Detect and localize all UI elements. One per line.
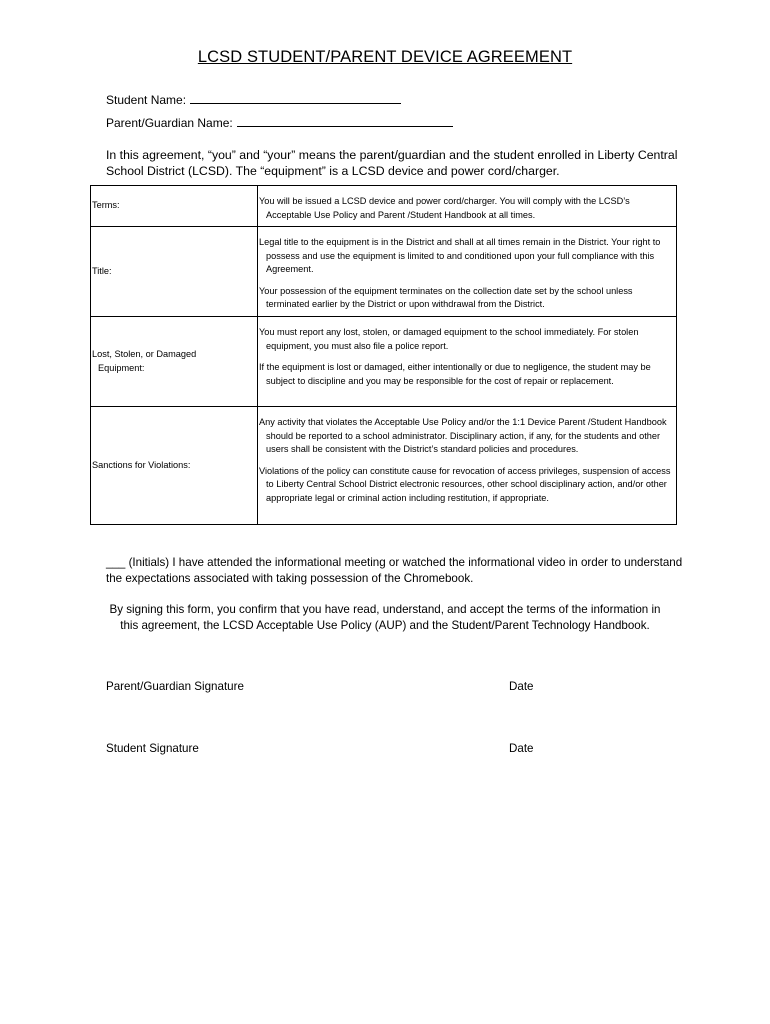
table-row-lost xyxy=(91,317,677,407)
sanctions-paragraph-2: Violations of the policy can constitute cause for revocation of access privileges, suspension of access to Liberty Central School District electronic resources, other school disciplinary action, and/or other appropriate legal or criminal action including restitution, if appropriate. xyxy=(259,465,671,503)
parent-date-label: Date xyxy=(509,680,534,693)
student-signature-label: Student Signature xyxy=(106,742,199,755)
confirmation-statement: By signing this form, you confirm that you have read, understand, and accept the terms of the information in this agreement, the LCSD Acceptable Use Policy (AUP) and the Student/Parent Technology Handbook. xyxy=(109,603,661,632)
lost-paragraph-1: You must report any lost, stolen, or damaged equipment to the school immediately. For stolen equipment, you must also file a police report. xyxy=(259,327,639,351)
intro-paragraph: In this agreement, “you” and “your” means the parent/guardian and the student enrolled in Liberty Central School District (LCSD). The “equipment” is a LCSD device and power cord/charger. xyxy=(106,148,678,178)
parent-signature-label: Parent/Guardian Signature xyxy=(106,680,244,693)
sanctions-label: Sanctions for Violations: xyxy=(91,407,258,525)
terms-paragraph: You will be issued a LCSD device and power cord/charger. You will comply with the LCSD’s Acceptable Use Policy and Parent /Student Handbook at all times. xyxy=(259,196,630,220)
lost-label: Lost, Stolen, or Damaged Equipment: xyxy=(91,317,258,407)
title-paragraph-1: Legal title to the equipment is in the District and shall at all times remain in the District. Your right to possess and use the equipment is limited to and conditioned upon your full compliance with this Agreement. xyxy=(259,237,661,274)
title-paragraph-2: Your possession of the equipment terminates on the collection date set by the school unless terminated earlier by the District or upon withdrawal from the District. xyxy=(259,285,633,309)
title-content xyxy=(258,227,677,317)
terms-label: Terms: xyxy=(91,186,258,227)
parent-name-blank[interactable] xyxy=(237,116,453,127)
title-label: Title: xyxy=(91,227,258,317)
lost-content xyxy=(258,317,677,407)
table-row-title xyxy=(91,227,677,317)
terms-table xyxy=(90,185,677,525)
student-date-label: Date xyxy=(509,742,534,755)
parent-name-field xyxy=(106,116,453,130)
sanctions-content xyxy=(258,407,677,525)
parent-name-label: Parent/Guardian Name: xyxy=(106,116,233,130)
page-title: LCSD STUDENT/PARENT DEVICE AGREEMENT xyxy=(197,48,573,66)
lost-paragraph-2: If the equipment is lost or damaged, either intentionally or due to negligence, the student may be subject to discipline and you may be responsible for the cost of repair or replacement. xyxy=(259,362,651,386)
initials-statement: ___ (Initials) I have attended the informational meeting or watched the informational video in order to understand the expectations associated with taking possession of the Chromebook. xyxy=(106,556,683,585)
student-name-blank[interactable] xyxy=(190,93,401,104)
student-name-field xyxy=(106,93,401,107)
table-row-sanctions xyxy=(91,407,677,525)
terms-content xyxy=(258,186,677,227)
student-name-label: Student Name: xyxy=(106,93,187,107)
sanctions-paragraph-1: Any activity that violates the Acceptable Use Policy and/or the 1:1 Device Parent /Student Handbook should be reported to a school administrator. Disciplinary action, if any, for the students and other users shall be consistent with the District’s standard policies and procedures. xyxy=(259,417,667,454)
table-row-terms xyxy=(91,186,677,227)
